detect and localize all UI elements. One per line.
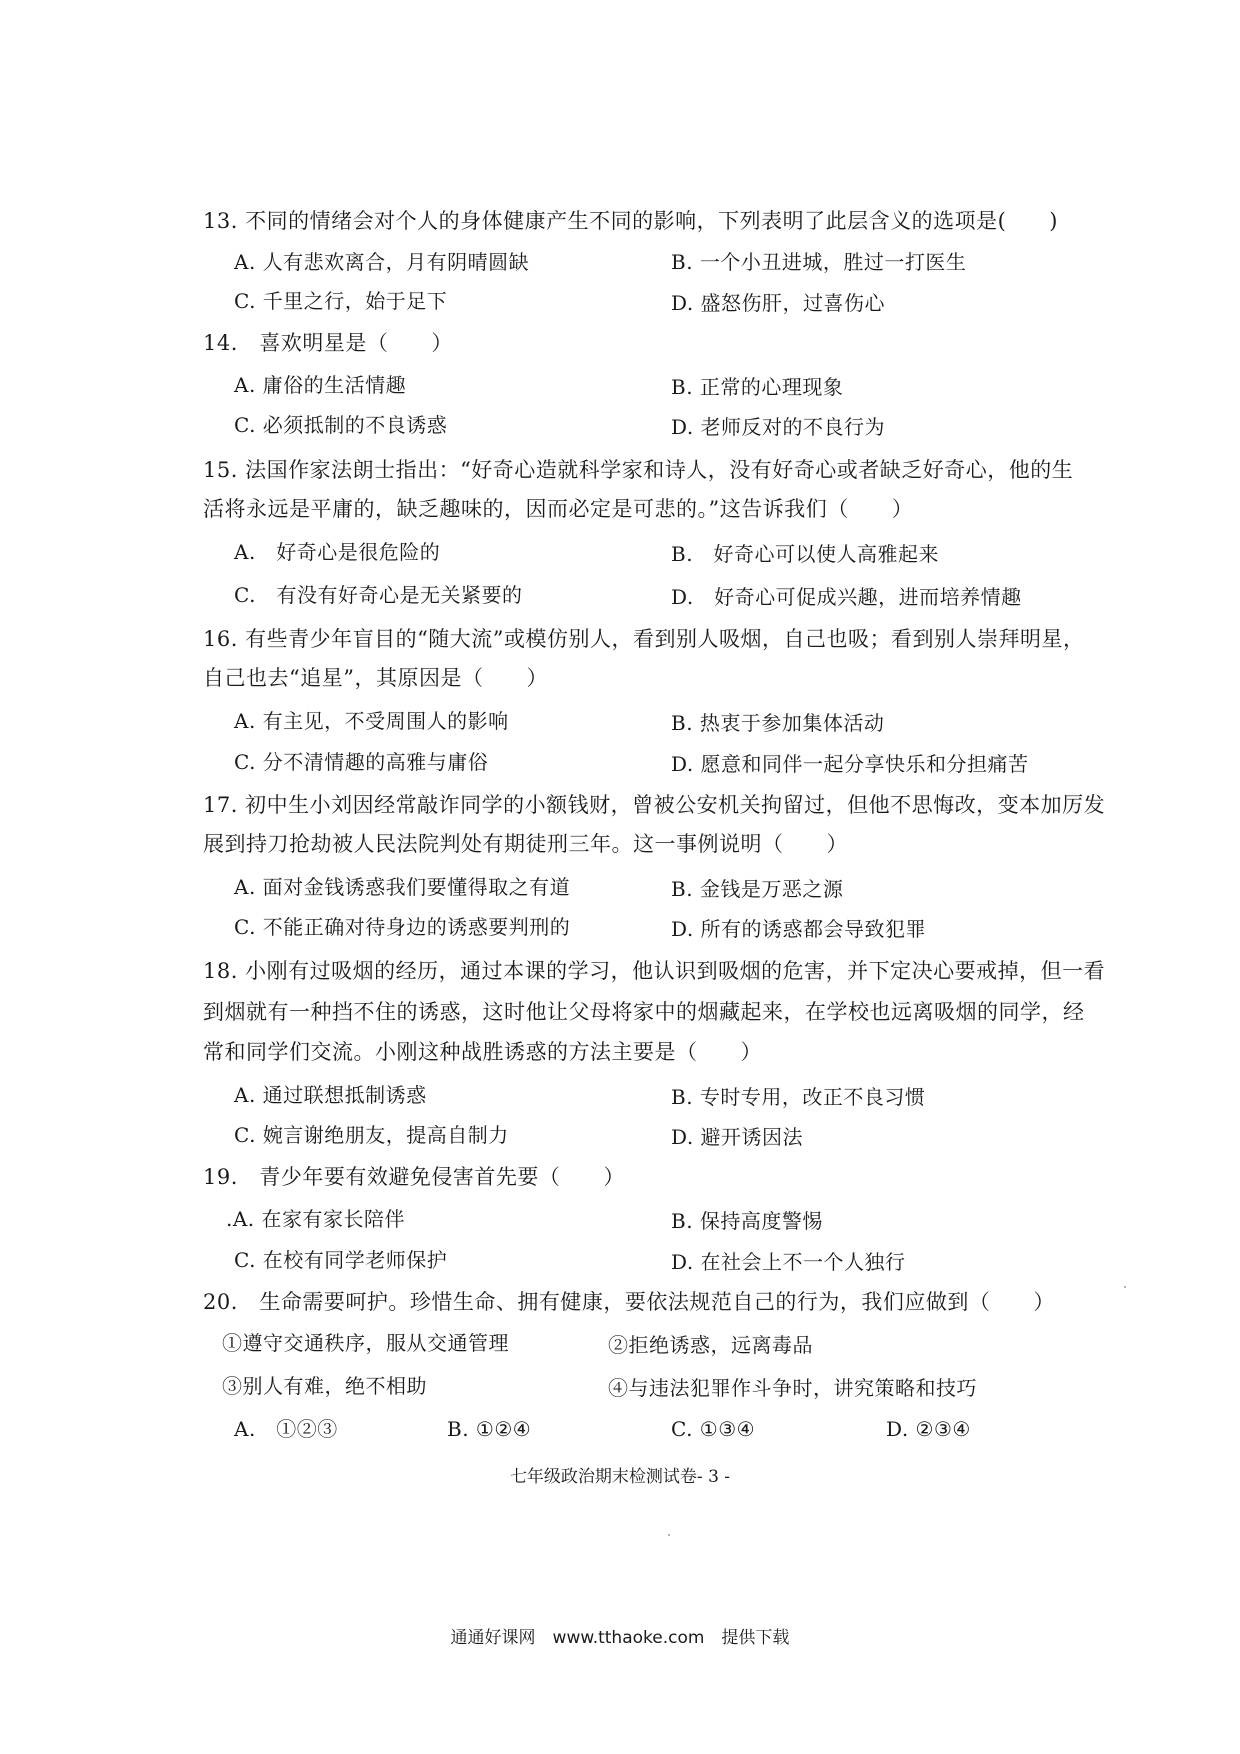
q13-option-b: B. 一个小丑进城，胜过一打医生 bbox=[671, 250, 967, 274]
q17-option-c: C. 不能正确对待身边的诱惑要判刑的 bbox=[234, 915, 571, 939]
question-20-stem: 20. 生命需要呵护。珍惜生命、拥有健康，要依法规范自己的行为，我们应做到（ ） bbox=[203, 1290, 1055, 1314]
q15-option-a: A. 好奇心是很危险的 bbox=[234, 540, 441, 564]
question-15-stem-line-1: 15. 法国作家法朗士指出：“好奇心造就科学家和诗人，没有好奇心或者缺乏好奇心，他的生 bbox=[203, 458, 1074, 482]
q15-option-b: B. 好奇心可以使人高雅起来 bbox=[671, 542, 940, 566]
q19-option-a: .A. 在家有家长陪伴 bbox=[226, 1207, 406, 1231]
q14-option-d: D. 老师反对的不良行为 bbox=[671, 415, 886, 439]
q18-option-a: A. 通过联想抵制诱惑 bbox=[234, 1083, 427, 1107]
question-18-stem-line-1: 18. 小刚有过吸烟的经历，通过本课的学习，他认识到吸烟的危害，并下定决心要戒掉，但一看 bbox=[203, 959, 1106, 983]
q20-item-4: ④与违法犯罪作斗争时，讲究策略和技巧 bbox=[608, 1376, 977, 1400]
question-14-stem: 14. 喜欢明星是（ ） bbox=[203, 331, 453, 355]
q20-option-a: A. ①②③ bbox=[234, 1417, 338, 1441]
scan-speck bbox=[668, 1534, 670, 1536]
q17-option-d: D. 所有的诱惑都会导致犯罪 bbox=[671, 917, 927, 941]
page-footer: 七年级政治期末检测试卷- 3 - bbox=[509, 1467, 731, 1487]
download-source-line: 通通好课网 www.tthaoke.com 提供下载 bbox=[450, 1628, 790, 1648]
q14-option-b: B. 正常的心理现象 bbox=[671, 375, 844, 399]
q15-option-d: D. 好奇心可促成兴趣，进而培养情趣 bbox=[671, 585, 1022, 609]
q16-option-c: C. 分不清情趣的高雅与庸俗 bbox=[234, 750, 489, 774]
q20-option-d: D. ②③④ bbox=[886, 1417, 971, 1441]
question-16-stem-line-2: 自己也去“追星”，其原因是（ ） bbox=[203, 666, 548, 690]
q18-option-d: D. 避开诱因法 bbox=[671, 1125, 804, 1149]
q20-item-1: ①遵守交通秩序，服从交通管理 bbox=[222, 1331, 509, 1355]
q14-option-c: C. 必须抵制的不良诱惑 bbox=[234, 413, 448, 437]
question-13-stem: 13. 不同的情绪会对个人的身体健康产生不同的影响，下列表明了此层含义的选项是( ) bbox=[203, 209, 1058, 233]
q13-option-a: A. 人有悲欢离合，月有阴晴圆缺 bbox=[234, 250, 530, 274]
q14-option-a: A. 庸俗的生活情趣 bbox=[234, 373, 407, 397]
q16-option-b: B. 热衷于参加集体活动 bbox=[671, 711, 885, 735]
q19-option-b: B. 保持高度警惕 bbox=[671, 1209, 823, 1233]
q19-option-d: D. 在社会上不一个人独行 bbox=[671, 1250, 906, 1274]
question-19-stem: 19. 青少年要有效避免侵害首先要（ ） bbox=[203, 1165, 625, 1189]
q16-option-d: D. 愿意和同伴一起分享快乐和分担痛苦 bbox=[671, 752, 1029, 776]
q20-option-c: C. ①③④ bbox=[671, 1417, 756, 1441]
q20-item-3: ③别人有难，绝不相助 bbox=[222, 1374, 427, 1398]
q18-option-b: B. 专时专用，改正不良习惯 bbox=[671, 1085, 926, 1109]
q20-option-b: B. ①②④ bbox=[447, 1417, 532, 1441]
q17-option-b: B. 金钱是万恶之源 bbox=[671, 877, 844, 901]
q15-option-c: C. 有没有好奇心是无关紧要的 bbox=[234, 583, 523, 607]
question-18-stem-line-3: 常和同学们交流。小刚这种战胜诱惑的方法主要是（ ） bbox=[203, 1040, 762, 1064]
question-16-stem-line-1: 16. 有些青少年盲目的“随大流”或模仿别人，看到别人吸烟，自己也吸；看到别人崇拜明星， bbox=[203, 627, 1085, 651]
q13-option-c: C. 千里之行，始于足下 bbox=[234, 289, 448, 313]
q20-item-2: ②拒绝诱惑，远离毒品 bbox=[608, 1333, 813, 1357]
q17-option-a: A. 面对金钱诱惑我们要懂得取之有道 bbox=[234, 875, 571, 899]
scan-speck bbox=[1124, 1286, 1126, 1288]
question-15-stem-line-2: 活将永远是平庸的，缺乏趣味的，因而必定是可悲的。”这告诉我们（ ） bbox=[203, 497, 914, 521]
q19-option-c: C. 在校有同学老师保护 bbox=[234, 1248, 448, 1272]
question-17-stem-line-2: 展到持刀抢劫被人民法院判处有期徒刑三年。这一事例说明（ ） bbox=[203, 832, 848, 856]
question-17-stem-line-1: 17. 初中生小刘因经常敲诈同学的小额钱财，曾被公安机关拘留过，但他不思悔改，变本加厉发 bbox=[203, 793, 1106, 817]
question-18-stem-line-2: 到烟就有一种挡不住的诱惑，这时他让父母将家中的烟藏起来，在学校也远离吸烟的同学，经 bbox=[203, 1000, 1085, 1024]
q16-option-a: A. 有主见，不受周围人的影响 bbox=[234, 709, 509, 733]
q13-option-d: D. 盛怒伤肝，过喜伤心 bbox=[671, 291, 886, 315]
q18-option-c: C. 婉言谢绝朋友，提高自制力 bbox=[234, 1123, 509, 1147]
